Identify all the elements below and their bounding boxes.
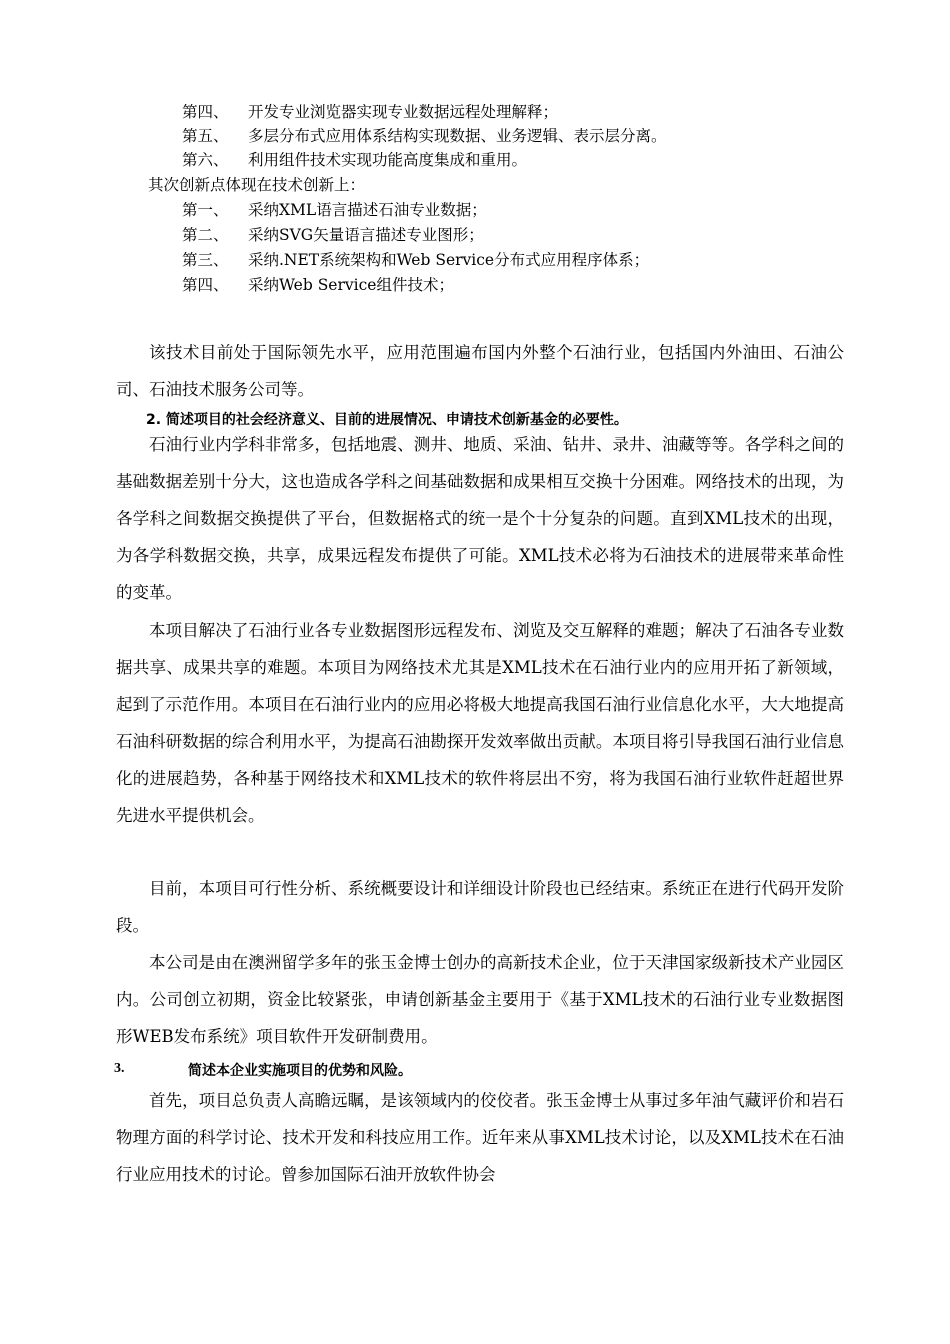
section-heading-2: 2. 简述项目的社会经济意义、目前的进展情况、申请技术创新基金的必要性。	[146, 412, 628, 428]
list-item-number: 第三、	[182, 251, 229, 269]
section-heading-3: 简述本企业实施项目的优势和风险。	[188, 1063, 412, 1079]
list-item-number: 第四、	[182, 276, 229, 294]
list-item-number: 第五、	[182, 127, 229, 145]
list-item-number: 第二、	[182, 226, 229, 244]
paragraph-leader: 首先，项目总负责人高瞻远瞩，是该领域内的佼佼者。张玉金博士从事过多年油气藏评价和岩石物理方面的科学讨论、技术开发和科技应用工作。近年来从事XML技术讨论，以及XML技术在石油行业应用技术的讨论。曾参加国际石油开放软件协会	[116, 1091, 844, 1184]
list-item	[182, 126, 667, 146]
list-item	[182, 150, 527, 170]
list-item	[182, 275, 454, 295]
list-item-number: 第四、	[182, 103, 229, 121]
list-item	[182, 225, 484, 245]
list-item	[182, 200, 487, 220]
list-item-text: 采纳SVG矢量语言描述专业图形；	[248, 226, 484, 244]
list-item-text: 采纳.NET系统架构和Web Service分布式应用程序体系；	[248, 251, 650, 269]
paragraph-progress: 目前，本项目可行性分析、系统概要设计和详细设计阶段也已经结束。系统正在进行代码开发阶段。	[116, 879, 844, 935]
section-heading-3-number: 3.	[114, 1061, 125, 1076]
list-item-text: 利用组件技术实现功能高度集成和重用。	[248, 151, 528, 169]
list-item-text: 采纳XML语言描述石油专业数据；	[248, 201, 487, 219]
tech-intro: 其次创新点体现在技术创新上：	[148, 176, 366, 194]
paragraph-company: 本公司是由在澳洲留学多年的张玉金博士创办的高新技术企业，位于天津国家级新技术产业园区内。公司创立初期，资金比较紧张，申请创新基金主要用于《基于XML技术的石油行业专业数据图形WEB发布系统》项目软件开发研制费用。	[116, 953, 844, 1046]
list-item-number: 第一、	[182, 201, 229, 219]
paragraph-industry: 石油行业内学科非常多，包括地震、测井、地质、采油、钻井、录井、油藏等等。各学科之间的基础数据差别十分大，这也造成各学科之间基础数据和成果相互交换十分困难。网络技术的出现，为各学科之间数据交换提供了平台，但数据格式的统一是个十分复杂的问题。直到XML技术的出现，为各学科数据交换，共享，成果远程发布提供了可能。XML技术必将为石油技术的进展带来革命性的变革。	[116, 435, 844, 602]
list-item	[182, 250, 649, 270]
list-item-text: 开发专业浏览器实现专业数据远程处理解释；	[248, 103, 559, 121]
paragraph-level: 该技术目前处于国际领先水平，应用范围遍布国内外整个石油行业，包括国内外油田、石油公司、石油技术服务公司等。	[116, 343, 844, 399]
list-item-number: 第六、	[182, 151, 229, 169]
paragraph-project: 本项目解决了石油行业各专业数据图形远程发布、浏览及交互解释的难题；解决了石油各专业数据共享、成果共享的难题。本项目为网络技术尤其是XML技术在石油行业内的应用开拓了新领域，起到了示范作用。本项目在石油行业内的应用必将极大地提高我国石油行业信息化水平，大大地提高石油科研数据的综合利用水平，为提高石油勘探开发效率做出贡献。本项目将引导我国石油行业信息化的进展趋势，各种基于网络技术和XML技术的软件将层出不穷，将为我国石油行业软件赶超世界先进水平提供机会。	[116, 621, 844, 825]
list-item-text: 多层分布式应用体系结构实现数据、业务逻辑、表示层分离。	[248, 127, 667, 145]
list-item	[182, 102, 558, 122]
list-item-text: 采纳Web Service组件技术；	[248, 276, 454, 294]
